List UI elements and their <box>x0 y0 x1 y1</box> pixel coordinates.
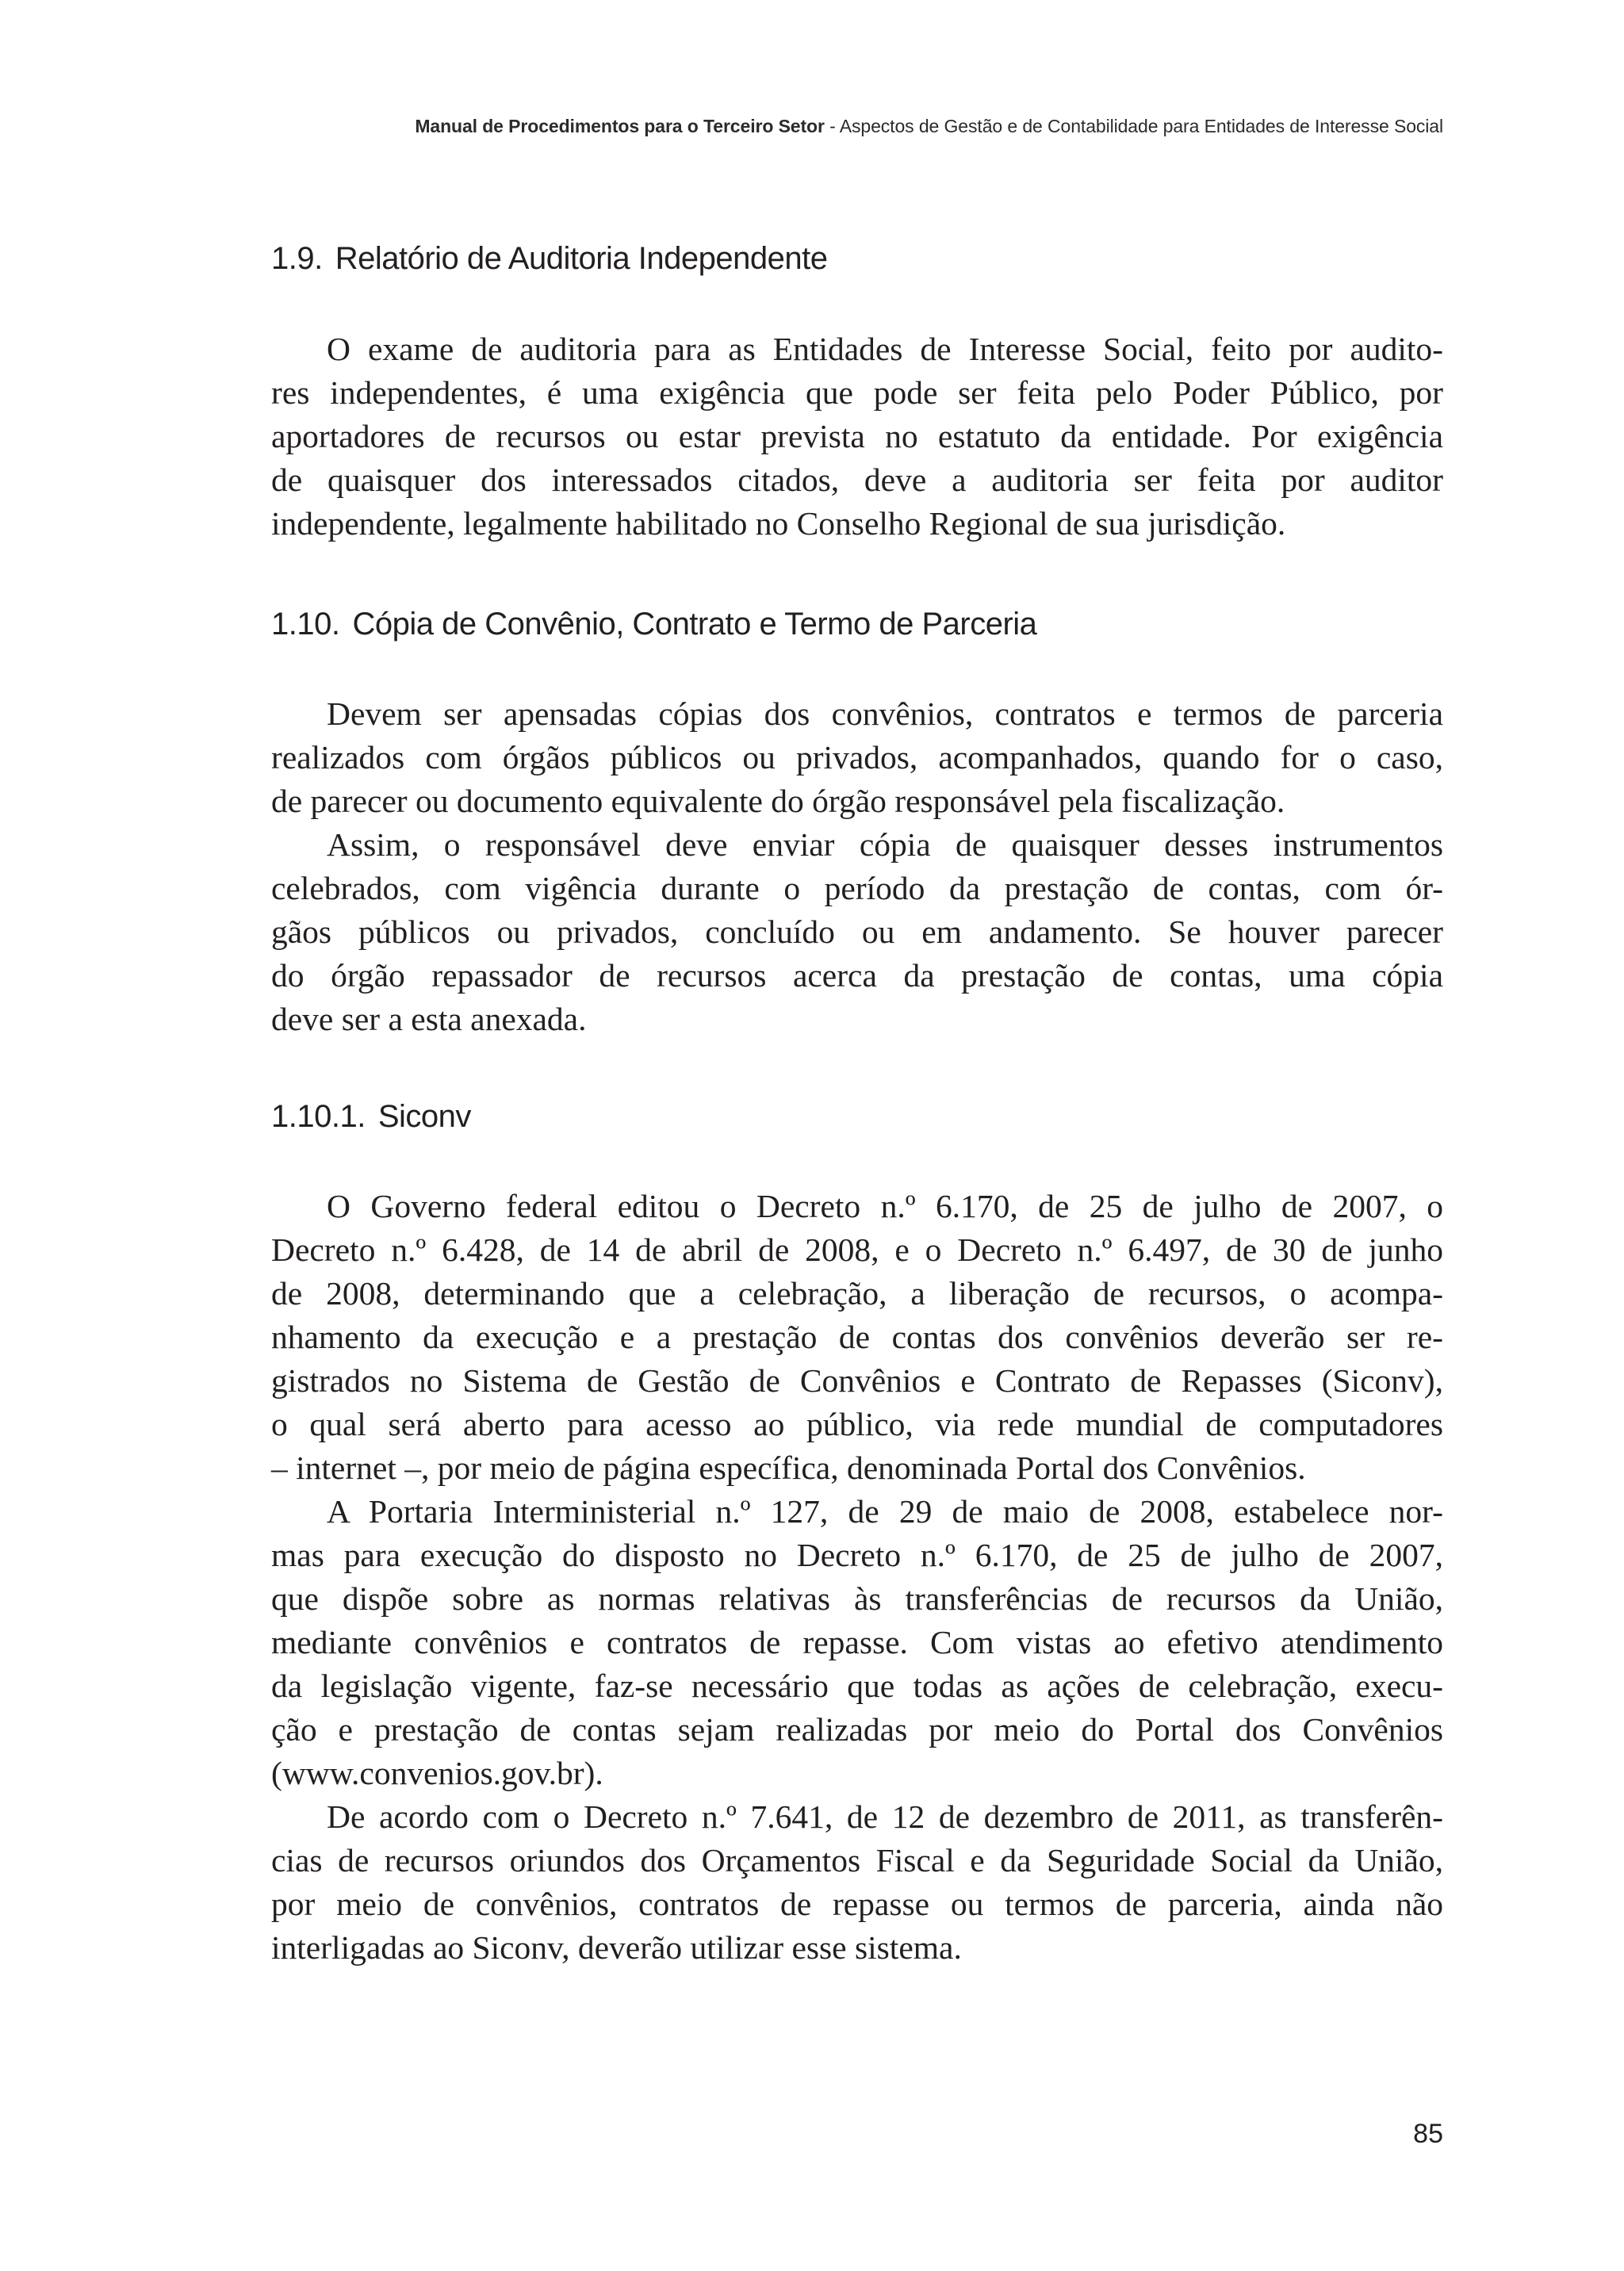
text-line: mas para execução do disposto no Decreto n.º 6.170, de 25 de julho de 2007, <box>271 1537 1443 1573</box>
running-header-subtitle: Aspectos de Gestão e de Contabilidade para Entidades de Interesse Social <box>839 116 1443 136</box>
text-line: realizados com órgãos públicos ou privados, acompanhados, quando for o caso, <box>271 739 1443 776</box>
text-line: ção e prestação de contas sejam realizadas por meio do Portal dos Convênios <box>271 1711 1443 1748</box>
section-body-1-10 <box>271 692 1443 1041</box>
text-line: nhamento da execução e a prestação de contas dos convênios deverão ser re- <box>271 1319 1443 1355</box>
section-body-1-10-1 <box>271 1185 1443 1970</box>
section-number: 1.10.1. <box>271 1099 366 1134</box>
text-line: que dispõe sobre as normas relativas às transferências de recursos da União, <box>271 1580 1443 1617</box>
section-heading-1-10-1 <box>271 1099 471 1135</box>
section-number: 1.10. <box>271 607 340 641</box>
section-title: Relatório de Auditoria Independente <box>335 241 828 276</box>
text-line: independente, legalmente habilitado no Conselho Regional de sua jurisdição. <box>271 505 1286 542</box>
text-line: A Portaria Interministerial n.º 127, de 29 de maio de 2008, estabelece nor- <box>327 1493 1443 1530</box>
text-line: por meio de convênios, contratos de repasse ou termos de parceria, ainda não <box>271 1886 1443 1922</box>
section-heading-1-9 <box>271 241 827 277</box>
running-header-title: Manual de Procedimentos para o Terceiro Setor <box>415 116 825 136</box>
text-line: da legislação vigente, faz-se necessário que todas as ações de celebração, execu- <box>271 1668 1443 1704</box>
text-line: – internet –, por meio de página específica, denominada Portal dos Convênios. <box>271 1450 1306 1486</box>
text-line: Devem ser apensadas cópias dos convênios, contratos e termos de parceria <box>327 695 1443 732</box>
section-body-1-9 <box>271 327 1443 546</box>
text-line: de parecer ou documento equivalente do órgão responsável pela fiscalização. <box>271 783 1285 819</box>
running-header <box>415 116 1443 137</box>
text-line: O exame de auditoria para as Entidades de Interesse Social, feito por audito- <box>327 331 1443 367</box>
text-line: gãos públicos ou privados, concluído ou em andamento. Se houver parecer <box>271 913 1443 950</box>
text-line: Decreto n.º 6.428, de 14 de abril de 2008, e o Decreto n.º 6.497, de 30 de junho <box>271 1231 1443 1268</box>
section-heading-1-10 <box>271 607 1036 642</box>
text-line: cias de recursos oriundos dos Orçamentos Fiscal e da Seguridade Social da União, <box>271 1842 1443 1878</box>
text-line: de quaisquer dos interessados citados, deve a auditoria ser feita por auditor <box>271 461 1443 498</box>
text-line: Assim, o responsável deve enviar cópia de quaisquer desses instrumentos <box>327 826 1443 863</box>
text-line: o qual será aberto para acesso ao público, via rede mundial de computadores <box>271 1406 1443 1442</box>
text-line: De acordo com o Decreto n.º 7.641, de 12 de dezembro de 2011, as transferên- <box>327 1798 1443 1835</box>
section-title: Cópia de Convênio, Contrato e Termo de Parceria <box>352 607 1037 641</box>
text-line: do órgão repassador de recursos acerca da prestação de contas, uma cópia <box>271 957 1443 994</box>
text-line: interligadas ao Siconv, deverão utilizar esse sistema. <box>271 1929 962 1966</box>
text-line: (www.convenios.gov.br). <box>271 1755 603 1791</box>
text-line: gistrados no Sistema de Gestão de Convênios e Contrato de Repasses (Siconv), <box>271 1362 1443 1399</box>
text-line: deve ser a esta anexada. <box>271 1001 587 1037</box>
section-number: 1.9. <box>271 241 323 276</box>
text-line: aportadores de recursos ou estar prevista no estatuto da entidade. Por exigência <box>271 418 1443 454</box>
section-title: Siconv <box>377 1099 471 1134</box>
page-number: 85 <box>1413 2119 1443 2149</box>
text-line: de 2008, determinando que a celebração, a liberação de recursos, o acompa- <box>271 1275 1443 1312</box>
text-line: celebrados, com vigência durante o período da prestação de contas, com ór- <box>271 870 1443 906</box>
running-header-separator: - <box>824 116 840 136</box>
text-line: O Governo federal editou o Decreto n.º 6.170, de 25 de julho de 2007, o <box>327 1188 1443 1224</box>
text-line: mediante convênios e contratos de repasse. Com vistas ao efetivo atendimento <box>271 1624 1443 1660</box>
text-line: res independentes, é uma exigência que pode ser feita pelo Poder Público, por <box>271 374 1443 411</box>
